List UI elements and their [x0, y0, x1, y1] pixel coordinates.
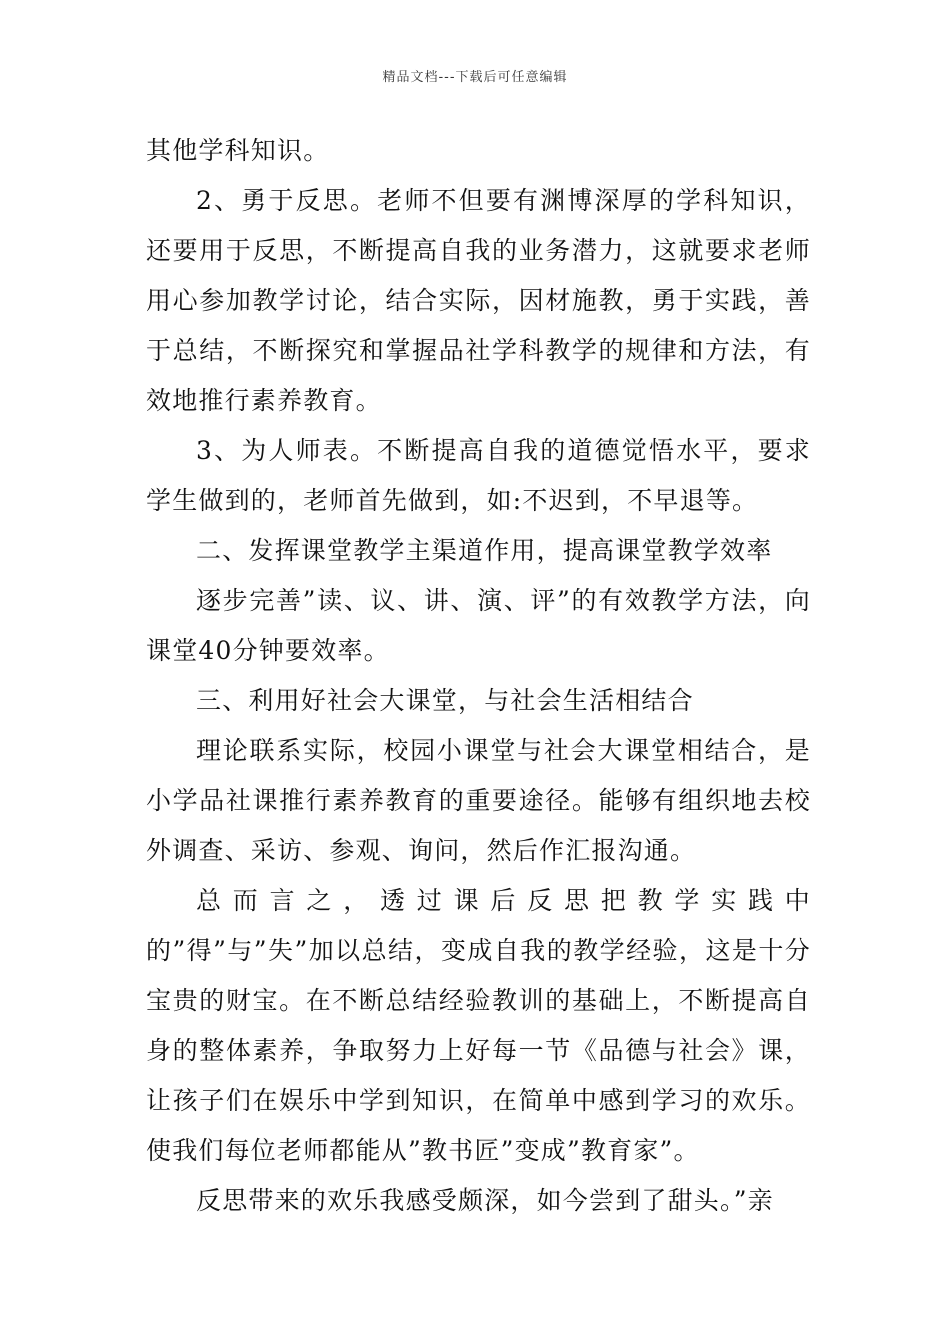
section-heading-2: 二、发挥课堂教学主渠道作用，提高课堂教学效率: [196, 536, 773, 565]
section-heading-3: 三、利用好社会大课堂，与社会生活相结合: [196, 686, 694, 715]
paragraph-7: 反思带来的欢乐我感受颇深，如今尝到了甜头。”亲: [196, 1186, 774, 1215]
paragraph-6: 总而言之，透过课后反思把教学实践中的”得”与”失”加以总结，变成自我的教学经验，这是十分宝贵的财宝。在不断总结经验教训的基础上，不断提高自身的整体素养，争取努力上好每一节《品德与社会》课，让孩子们在娱乐中学到知识，在简单中感到学习的欢乐。使我们每位老师都能从”教书匠”变成”教育家”。: [146, 886, 811, 1165]
document-body: [146, 126, 811, 1226]
paragraph-1: 其他学科知识。: [146, 136, 330, 165]
paragraph-2: 2、勇于反思。老师不但要有渊博深厚的学科知识，还要用于反思，不断提高自我的业务潜力，这就要求老师用心参加教学讨论，结合实际，因材施教，勇于实践，善于总结，不断探究和掌握品社学科教学的规律和方法，有效地推行素养教育。: [146, 186, 811, 415]
paragraph-3: 3、为人师表。不断提高自我的道德觉悟水平，要求学生做到的，老师首先做到，如:不迟到，不早退等。: [146, 436, 811, 515]
page-header: 精品文档---下载后可任意编辑: [382, 70, 568, 85]
paragraph-5: 理论联系实际，校园小课堂与社会大课堂相结合，是小学品社课推行素养教育的重要途径。能够有组织地去校外调查、采访、参观、询问，然后作汇报沟通。: [146, 736, 811, 865]
paragraph-4: 逐步完善”读、议、讲、演、评”的有效教学方法，向课堂40分钟要效率。: [146, 586, 811, 665]
